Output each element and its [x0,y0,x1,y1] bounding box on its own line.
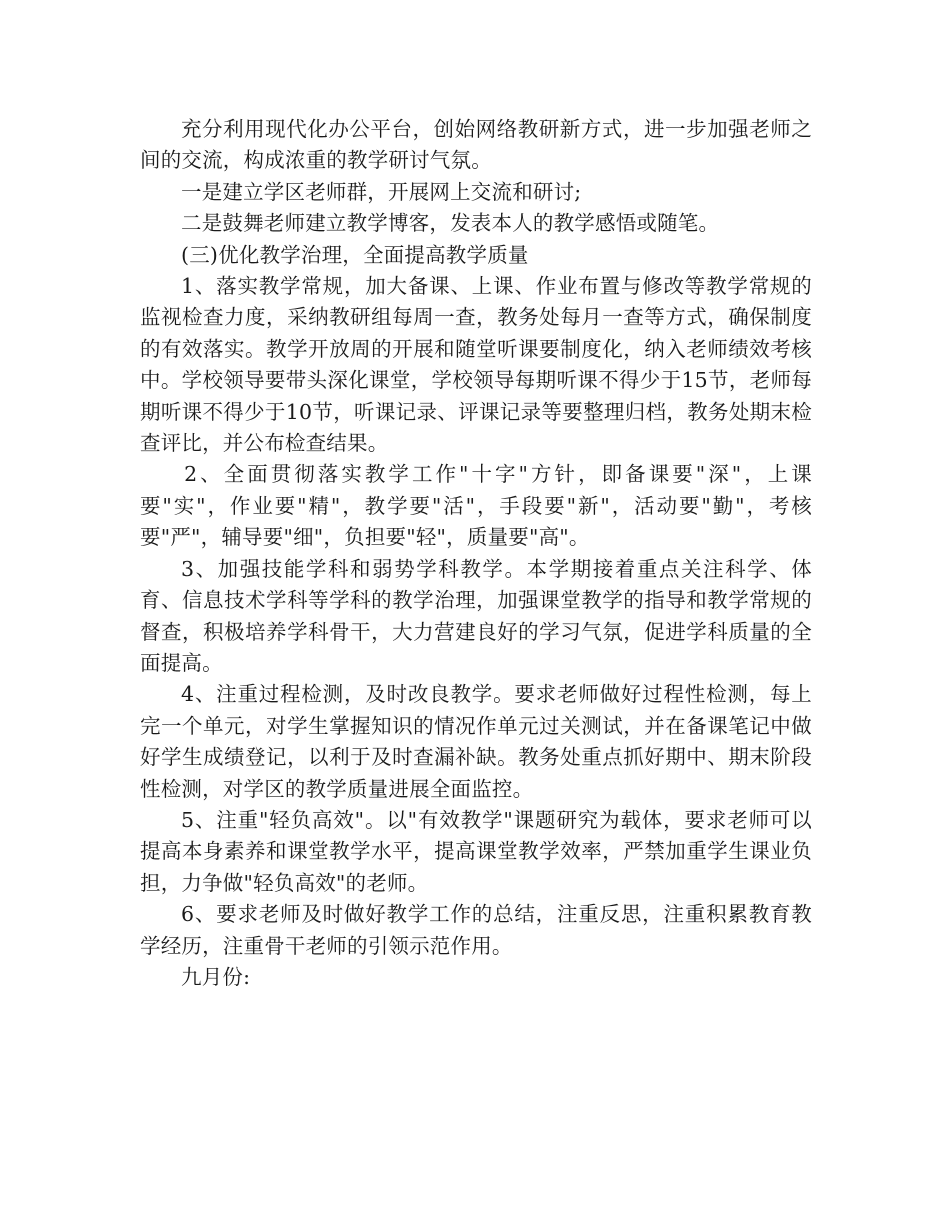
paragraph-item-3: 3、加强技能学科和弱势学科教学。本学期接着重点关注科学、体育、信息技术学科等学科的教学治理，加强课堂教学的指导和教学常规的督查，积极培养学科骨干，大力营建良好的学习气氛，促进学科质量的全面提高。 [140,556,812,675]
paragraph-item-4: 4、注重过程检测，及时改良教学。要求老师做好过程性检测，每上完一个单元，对学生掌握知识的情况作单元过关测试，并在备课笔记中做好学生成绩登记，以利于及时查漏补缺。教务处重点抓好期中、期末阶段性检测，对学区的教学质量进展全面监控。 [140,682,812,801]
paragraph-item-2: 2、全面贯彻落实教学工作"十字"方针，即备课要"深"，上课要"实"，作业要"精"，教学要"活"，手段要"新"，活动要"勤"，考核要"严"，辅导要"细"，负担要"轻"，质量要"高"。 [140,462,812,550]
paragraph-item-1: 1、落实教学常规，加大备课、上课、作业布置与修改等教学常规的监视检查力度，采纳教研组每周一查，教务处每月一查等方式，确保制度的有效落实。教学开放周的开展和随堂听课要制度化，纳入老师绩效考核中。学校领导要带头深化课堂，学校领导每期听课不得少于15节，老师每期听课不得少于10节，听课记录、评课记录等要整理归档，教务处期末检查评比，并公布检查结果。 [140,274,812,456]
paragraph-september: 九月份: [181,964,251,989]
paragraph-item-6: 6、要求老师及时做好教学工作的总结，注重反思，注重积累教育教学经历，注重骨干老师的引领示范作用。 [140,902,812,958]
paragraph-teaching-blog: 二是鼓舞老师建立教学博客，发表本人的教学感悟或随笔。 [181,211,720,236]
paragraph-online-research: 充分利用现代化办公平台，创始网络教研新方式，进一步加强老师之间的交流，构成浓重的教学研讨气氛。 [140,117,812,173]
paragraph-teacher-group: 一是建立学区老师群，开展网上交流和研讨; [181,179,582,204]
document-page [140,114,812,993]
paragraph-item-5: 5、注重"轻负高效"。以"有效教学"课题研究为载体，要求老师可以提高本身素养和课堂教学水平，提高课堂教学效率，严禁加重学生课业负担，力争做"轻负高效"的老师。 [140,807,812,895]
section-heading-3: (三)优化教学治理，全面提高教学质量 [181,242,529,267]
